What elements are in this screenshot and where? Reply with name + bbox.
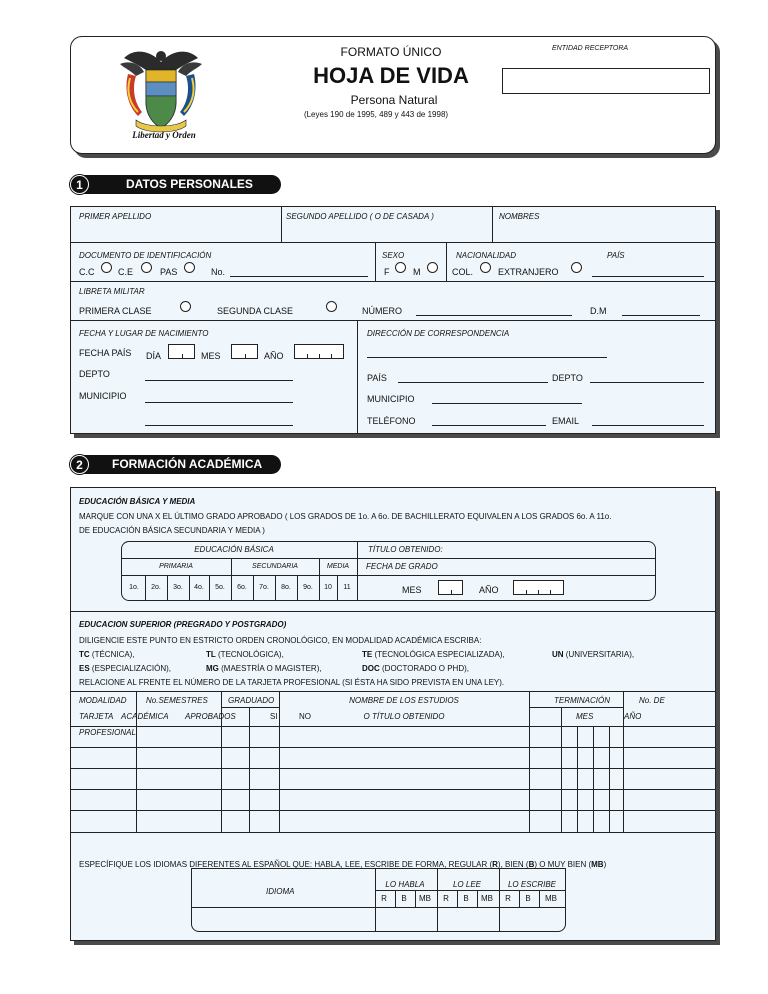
dir-pais-label: PAÍS — [367, 373, 387, 383]
basica-title: EDUCACIÓN BÁSICA Y MEDIA — [79, 497, 196, 506]
superior-title: EDUCACION SUPERIOR (PREGRADO Y POSTGRADO) — [79, 620, 287, 629]
primera-clase-label: PRIMERA CLASE — [79, 306, 152, 316]
doc-ce-label: C.E — [118, 267, 134, 277]
documento-label: DOCUMENTO DE IDENTIFICACIÓN — [79, 251, 212, 260]
formato-unico-label: FORMATO ÚNICO — [340, 45, 442, 59]
grade-cell[interactable]: 6o. — [237, 584, 247, 591]
segundo-apellido-label: SEGUNDO APELLIDO ( O DE CASADA ) — [286, 212, 434, 221]
level-b[interactable]: B — [401, 894, 407, 903]
doc-cc-radio[interactable] — [101, 262, 112, 273]
dir-depto-label: DEPTO — [552, 373, 583, 383]
direccion-field[interactable] — [367, 357, 607, 358]
grade-cells — [121, 576, 357, 600]
secundaria-header: SECUNDARIA — [252, 563, 298, 570]
level-r[interactable]: R — [443, 894, 449, 903]
primaria-header: PRIMARIA — [159, 563, 193, 570]
col-profesional: PROFESIONAL — [79, 728, 136, 737]
pais-label: PAÍS — [607, 251, 625, 260]
doc-number-field[interactable] — [230, 276, 368, 277]
level-mb[interactable]: MB — [419, 894, 431, 903]
titulo-obtenido-label: TÍTULO OBTENIDO: — [368, 545, 443, 554]
level-b[interactable]: B — [525, 894, 531, 903]
mes-field[interactable] — [231, 344, 258, 359]
email-field[interactable] — [592, 425, 704, 426]
col-semestres: No.SEMESTRES — [146, 696, 208, 705]
telefono-label: TELÉFONO — [367, 416, 416, 426]
telefono-field[interactable] — [432, 425, 546, 426]
grade-cell[interactable]: 5o. — [215, 584, 225, 591]
grade-cell[interactable]: 11 — [343, 584, 351, 591]
nac-col-radio[interactable] — [480, 262, 491, 273]
code-doc: DOC (DOCTORADO O PHD), — [362, 664, 469, 673]
nac-extranjero-radio[interactable] — [571, 262, 582, 273]
grado-anio-field[interactable] — [513, 580, 564, 595]
depto-field[interactable] — [145, 380, 293, 381]
doc-no-label: No. — [211, 267, 226, 277]
doc-pas-label: PAS — [160, 267, 178, 277]
code-tc: TC (TÉCNICA), — [79, 650, 135, 659]
col-tarjeta-no: No. DE — [639, 696, 665, 705]
doc-ce-radio[interactable] — [141, 262, 152, 273]
dir-depto-field[interactable] — [590, 382, 704, 383]
primera-clase-radio[interactable] — [180, 301, 191, 312]
libreta-dm-label: D.M — [590, 306, 607, 316]
nombres-label: NOMBRES — [499, 212, 540, 221]
municipio-field[interactable] — [145, 402, 293, 403]
nac-extranjero-label: EXTRANJERO — [498, 267, 559, 277]
col-aprobados: APROBADOS — [185, 712, 236, 721]
level-r[interactable]: R — [505, 894, 511, 903]
section2-title-bar: FORMACIÓN ACADÉMICA — [78, 455, 281, 474]
dia-field[interactable] — [168, 344, 195, 359]
grade-cell[interactable]: 9o. — [303, 584, 313, 591]
level-mb[interactable]: MB — [545, 894, 557, 903]
sexo-f-label: F — [384, 267, 390, 277]
fecha-lugar-label: FECHA Y LUGAR DE NACIMIENTO — [79, 329, 209, 338]
fecha-pais-label: FECHA PAÍS — [79, 348, 132, 358]
pais-field[interactable] — [592, 276, 704, 277]
grade-cell[interactable]: 7o. — [259, 584, 269, 591]
level-b[interactable]: B — [463, 894, 469, 903]
superior-line4: RELACIONE AL FRENTE EL NÚMERO DE LA TARJETA PROFESIONAL (SI ÉSTA HA SIDO PREVISTA EN UNA LEY). — [79, 678, 505, 687]
logo-motto: Libertad y Orden — [132, 130, 196, 140]
grade-cell[interactable]: 10 — [324, 584, 332, 591]
doc-cc-label: C.C — [79, 267, 95, 277]
segundo-apellido-field[interactable] — [283, 222, 491, 241]
laws-reference: (Leyes 190 de 1995, 489 y 443 de 1998) — [303, 110, 449, 119]
anio-label: AÑO — [264, 351, 284, 361]
col-modalidad: MODALIDAD — [79, 696, 127, 705]
doc-pas-radio[interactable] — [184, 262, 195, 273]
entidad-receptora-field[interactable] — [502, 68, 710, 94]
media-header: MEDIA — [326, 563, 350, 570]
basica-line2: DE EDUCACIÓN BÁSICA SECUNDARIA Y MEDIA ) — [79, 526, 265, 535]
grade-cell[interactable]: 1o. — [129, 584, 139, 591]
municipio-label: MUNICIPIO — [79, 391, 127, 401]
page-title: HOJA DE VIDA — [313, 63, 469, 88]
grado-mes-field[interactable] — [438, 580, 463, 595]
grade-cell[interactable]: 3o. — [173, 584, 183, 591]
grade-cell[interactable]: 2o. — [151, 584, 161, 591]
dir-municipio-field[interactable] — [432, 403, 582, 404]
segunda-clase-label: SEGUNDA CLASE — [217, 306, 294, 316]
idiomas-instructions: ESPECÍFIQUE LOS IDIOMAS DIFERENTES AL ESPAÑOL QUE: HABLA, LEE, ESCRIBE DE FORMA, REGULAR (R), BIEN (B) O MUY BIEN (MB) — [79, 860, 607, 869]
fecha-grado-label: FECHA DE GRADO — [366, 562, 438, 571]
libreta-numero-label: NÚMERO — [362, 306, 402, 316]
lo-escribe-header: LO ESCRIBE — [507, 880, 556, 889]
section1-title-bar: DATOS PERSONALES — [78, 175, 281, 194]
nombres-field[interactable] — [494, 222, 714, 241]
col-nombre: NOMBRE DE LOS ESTUDIOS — [349, 696, 459, 705]
primer-apellido-label: PRIMER APELLIDO — [79, 212, 152, 221]
depto-label: DEPTO — [79, 369, 110, 379]
dir-pais-field[interactable] — [398, 382, 548, 383]
code-mg: MG (MAESTRÍA O MAGISTER), — [206, 664, 322, 673]
mes-label: MES — [201, 351, 221, 361]
libreta-numero-field[interactable] — [416, 315, 572, 316]
col-titulo: O TÍTULO OBTENIDO — [363, 712, 445, 721]
email-label: EMAIL — [552, 416, 580, 426]
level-mb[interactable]: MB — [481, 894, 493, 903]
code-tl: TL (TECNOLÓGICA), — [206, 650, 284, 659]
nacionalidad-label: NACIONALIDAD — [456, 251, 517, 260]
grado-mes-label: MES — [402, 585, 422, 595]
idioma-header: IDIOMA — [266, 887, 295, 896]
lo-habla-header: LO HABLA — [385, 880, 425, 889]
col-academica: ACADÉMICA — [121, 712, 169, 721]
nac-col-label: COL. — [452, 267, 474, 277]
col-tarjeta: TARJETA — [79, 712, 114, 721]
dir-municipio-label: MUNICIPIO — [367, 394, 415, 404]
libreta-dm-field[interactable] — [622, 315, 700, 316]
code-es: ES (ESPECIALIZACIÓN), — [79, 664, 172, 673]
primer-apellido-field[interactable] — [72, 222, 280, 241]
page-subtitle: Persona Natural — [350, 93, 438, 107]
col-si: SI — [270, 712, 278, 721]
superior-line1: DILIGENCIE ESTE PUNTO EN ESTRICTO ORDEN CRONOLÓGICO, EN MODALIDAD ACADÉMICA ESCRIBA: — [79, 636, 482, 645]
sexo-f-radio[interactable] — [395, 262, 406, 273]
section2-number: 2 — [70, 455, 89, 474]
code-te: TE (TECNOLÓGICA ESPECIALIZADA), — [362, 650, 505, 659]
basica-line1: MARQUE CON UNA X EL ÚLTIMO GRADO APROBADO ( LOS GRADOS DE 1o. A 6o. DE BACHILLERATO EQUIVALEN A LOS GRADOS 6o. A 11o. — [79, 512, 612, 521]
grade-cell[interactable]: 8o. — [281, 584, 291, 591]
anio-field[interactable] — [294, 344, 344, 359]
col-graduado: GRADUADO — [228, 696, 275, 705]
sexo-m-label: M — [413, 267, 421, 277]
code-un: UN (UNIVERSITARIA), — [552, 650, 635, 659]
direccion-label: DIRECCIÓN DE CORRESPONDENCIA — [367, 329, 510, 338]
level-r[interactable]: R — [381, 894, 387, 903]
col-terminacion: TERMINACIÓN — [554, 696, 610, 705]
segunda-clase-radio[interactable] — [326, 301, 337, 312]
col-anio: AÑO — [624, 712, 642, 721]
sexo-label: SEXO — [382, 251, 405, 260]
dia-label: DÍA — [146, 351, 162, 361]
grado-anio-label: AÑO — [479, 585, 499, 595]
col-no: NO — [299, 712, 311, 721]
grade-cell[interactable]: 4o. — [194, 584, 204, 591]
sexo-m-radio[interactable] — [427, 262, 438, 273]
edu-basica-header: EDUCACIÓN BÁSICA — [194, 545, 274, 554]
municipio-field-2[interactable] — [145, 425, 293, 426]
entidad-receptora-label: ENTIDAD RECEPTORA — [552, 45, 629, 52]
section1-number: 1 — [70, 175, 89, 194]
lo-lee-header: LO LEE — [452, 880, 481, 889]
col-mes: MES — [576, 712, 594, 721]
libreta-militar-label: LIBRETA MILITAR — [79, 287, 145, 296]
